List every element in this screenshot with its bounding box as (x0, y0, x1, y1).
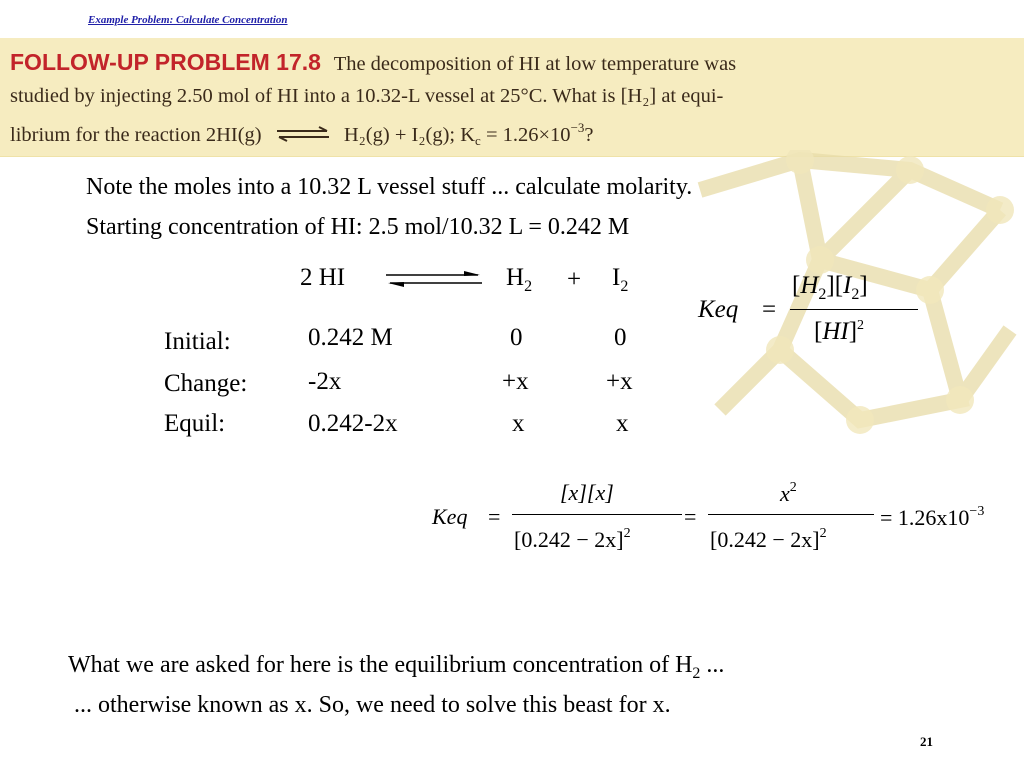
keq2-equals: = (488, 504, 501, 529)
i-subscript: 2 (620, 278, 629, 295)
num2-text: x (780, 481, 790, 506)
den-bracket-close: ] (848, 318, 858, 345)
h2-change: +x (502, 368, 529, 395)
problem-line-3-part-d: = 1.26×10 (480, 124, 571, 146)
keq-label: Keq (698, 296, 739, 323)
bottom-line-2: ... otherwise known as x. So, we need to solve this beast for x. (74, 692, 671, 718)
problem-line-3-part-b: H₂(g) + I₂(g); K (343, 124, 476, 146)
problem-line-3-part-f: ? (584, 124, 594, 146)
keq-numerator (792, 272, 868, 304)
keq2-equals-2: = (684, 504, 697, 529)
keq2-denominator-1 (514, 526, 631, 553)
keq2-numerator-1: [x][x] (560, 480, 614, 505)
den-hi: HI (822, 318, 849, 345)
i-symbol: I (612, 264, 621, 291)
h2-initial: 0 (510, 324, 523, 351)
h-symbol: H (506, 264, 525, 291)
den1-exponent: 2 (623, 526, 631, 541)
equilibrium-arrow-icon (384, 268, 484, 290)
follow-up-problem-text (10, 46, 1014, 157)
keq2-denominator-2 (710, 526, 827, 553)
bracket-open: [ (792, 272, 801, 299)
keq-fraction-bar (790, 309, 918, 310)
h-subscript: 2 (524, 278, 533, 295)
row-label-initial: Initial: (164, 328, 231, 355)
bottom-line-1 (68, 648, 724, 691)
kc-subscript: c (475, 133, 481, 148)
bracket-close: ] (859, 272, 868, 299)
hi-equil: 0.242-2x (308, 410, 398, 437)
keq2-label: Keq (432, 504, 468, 529)
hi-change: -2x (308, 368, 342, 395)
den1-text: [0.242 − 2x] (514, 527, 624, 552)
follow-up-heading: FOLLOW-UP PROBLEM 17.8 (10, 49, 321, 75)
exponent: −3 (570, 120, 585, 135)
num-i: I (843, 272, 852, 299)
den2-text: [0.242 − 2x] (710, 527, 820, 552)
bracket-mid: ][ (826, 272, 844, 299)
product-i2 (612, 264, 628, 296)
num2-exponent: 2 (789, 480, 797, 495)
note-line-1: Note the moles into a 10.32 L vessel stuff ... calculate molarity. (86, 174, 693, 200)
bottom-h2-subscript: 2 (692, 665, 701, 682)
problem-line-2: studied by injecting 2.50 mol of HI into a 10.32-L vessel at 25°C. What is [H₂] at equi- (10, 85, 724, 107)
problem-line-3-part-a: librium for the reaction 2HI(g) (10, 124, 262, 146)
den-bracket-open: [ (814, 318, 823, 345)
num-h-sub: 2 (818, 286, 827, 303)
fraction-bar-2 (708, 514, 874, 515)
i2-initial: 0 (614, 324, 627, 351)
keq-denominator (814, 318, 864, 346)
bottom-line-1-text: What we are asked for here is the equilibrium concentration of H (68, 652, 693, 678)
plus-sign: + (567, 266, 582, 293)
bottom-line-1-ellipsis: ... (700, 652, 725, 678)
problem-line-1: The decomposition of HI at low temperature was (333, 53, 737, 75)
equilibrium-arrow-icon (275, 120, 331, 152)
i2-equil: x (616, 410, 629, 437)
keq-equals: = (762, 296, 777, 323)
num-i-sub: 2 (851, 286, 860, 303)
h2-equil: x (512, 410, 525, 437)
i2-change: +x (606, 368, 633, 395)
note-line-2: Starting concentration of HI: 2.5 mol/10.32 L = 0.242 M (86, 214, 630, 240)
result-exponent: −3 (969, 504, 985, 519)
keq2-numerator-2 (780, 480, 797, 507)
hi-initial: 0.242 M (308, 324, 393, 351)
slide-title: Example Problem: Calculate Concentration (88, 14, 288, 26)
reactant-2hi: 2 HI (300, 264, 346, 291)
den-exponent: 2 (857, 318, 865, 333)
den2-exponent: 2 (819, 526, 827, 541)
row-label-equil: Equil: (164, 410, 226, 437)
row-label-change: Change: (164, 370, 248, 397)
num-h: H (800, 272, 819, 299)
keq2-result (880, 504, 984, 531)
result-text: = 1.26x10 (880, 505, 970, 530)
fraction-bar-1 (512, 514, 682, 515)
product-h2 (506, 264, 532, 296)
page-number: 21 (920, 734, 933, 749)
